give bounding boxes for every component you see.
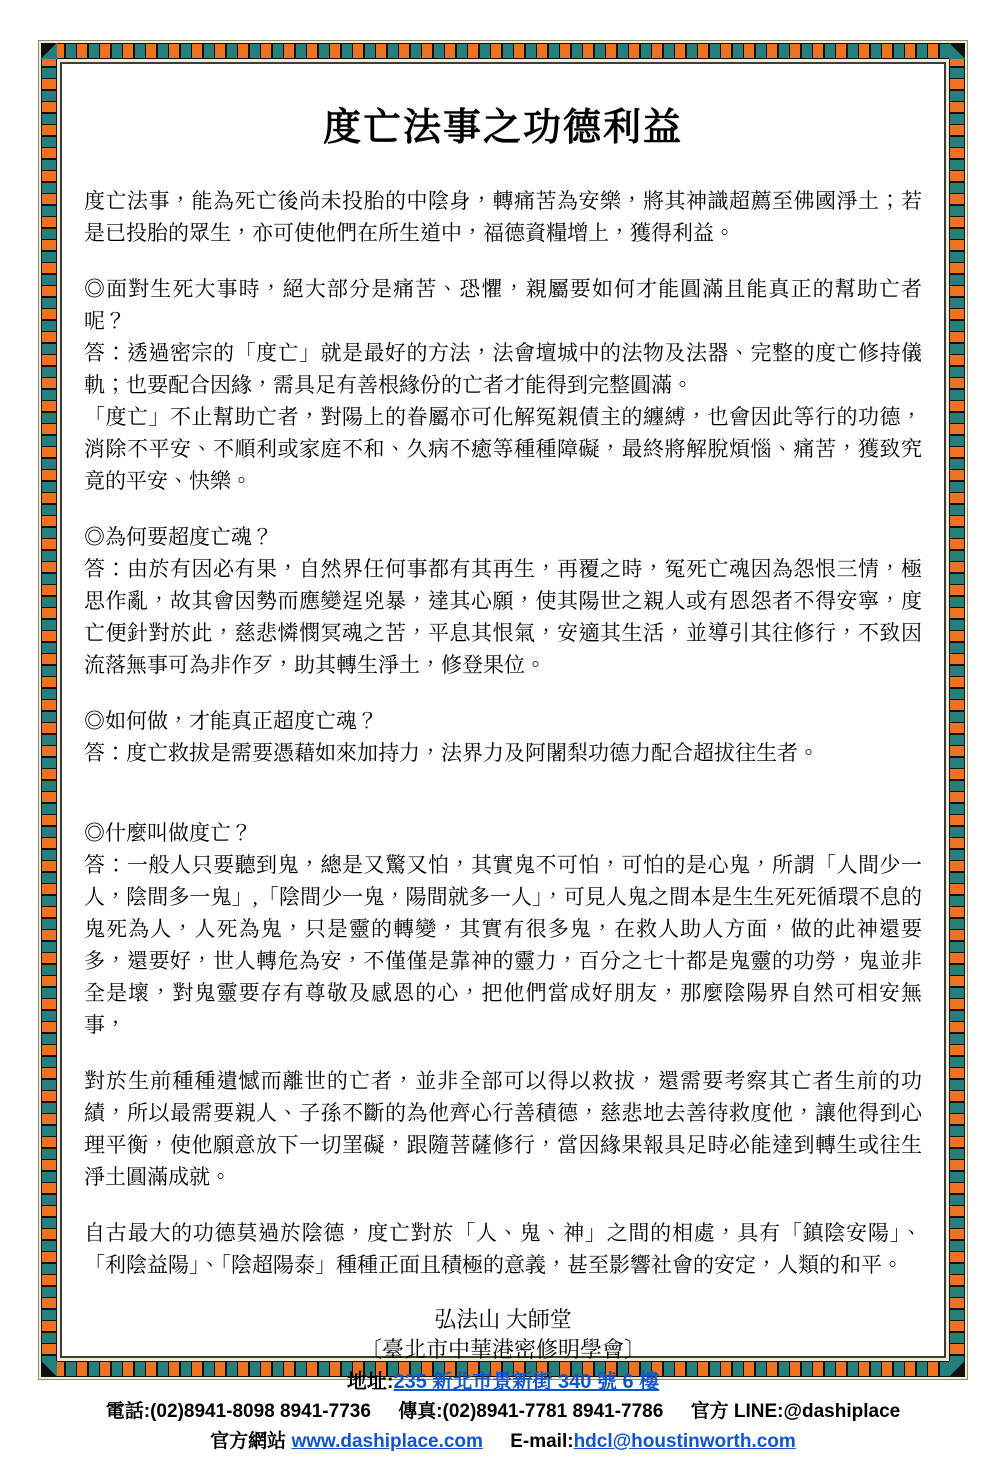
email-label: E-mail: [510,1431,574,1452]
closing-paragraph-2: 自古最大的功德莫過於陰德，度亡對於「人、鬼、神」之間的相處，具有「鎮陰安陽」、「利陰益陽」、「陰超陽泰」種種正面且積極的意義，甚至影響社會的安定，人類的和平。 [84,1221,922,1277]
phone-fax-line [84,1397,922,1427]
email-link[interactable]: hdcl@houstinworth.com [573,1431,796,1452]
border-ornament-left [41,43,57,1377]
checkered-border-band [41,43,965,1452]
decorative-frame [38,40,968,1452]
fax-number: 傳真:(02)8941-7781 8941-7786 [398,1401,664,1422]
address-label: 地址: [346,1371,394,1393]
document-body [60,62,946,1452]
organization-subname: 〔臺北市中華港密修明學會〕 [359,1337,646,1362]
question: ◎什麼叫做度亡？ [84,821,252,845]
footer [84,1305,922,1457]
web-email-line [84,1427,922,1457]
border-ornament-top [41,43,965,59]
question: ◎為何要超度亡魂？ [84,525,273,549]
border-ornament-right [949,43,965,1377]
qa-section-3 [84,705,922,769]
website-link[interactable]: www.dashiplace.com [291,1431,483,1452]
qa-section-1 [84,273,922,497]
address-link[interactable]: 235 新北市景新街 340 號 6 樓 [393,1371,660,1393]
answer: 答：透過密宗的「度亡」就是最好的方法，法會壇城中的法物及法器、完整的度亡修持儀軌；也要配合因緣，需具足有善根緣份的亡者才能得到完整圓滿。 [84,341,922,397]
intro-paragraph: 度亡法事，能為死亡後尚未投胎的中陰身，轉痛苦為安樂，將其神識超薦至佛國淨土；若是已投胎的眾生，亦可使他們在所生道中，福德資糧增上，獲得利益。 [84,189,922,245]
qa-section-4 [84,817,922,1041]
closing-paragraph-1: 對於生前種種遺憾而離世的亡者，並非全部可以得以救拔，還需要考察其亡者生前的功績，所以最需要親人、子孫不斷的為他齊心行善積德，慈悲地去善待救度他，讓他得到心理平衡，使他願意放下一切罣礙，跟隨菩薩修行，當因緣果報具足時必能達到轉生或往生淨土圓滿成就。 [84,1069,922,1189]
organization-name: 弘法山 大師堂 [434,1307,572,1332]
line-id: 官方 LINE:@dashiplace [690,1401,901,1422]
question: ◎面對生死大事時，絕大部分是痛苦、恐懼，親屬要如何才能圓滿且能真正的幫助亡者呢？ [84,277,922,333]
answer: 答：一般人只要聽到鬼，總是又驚又怕，其實鬼不可怕，可怕的是心鬼，所謂「人間少一人，陰間多一鬼」,「陰間少一鬼，陽間就多一人」，可見人鬼之間本是生生死死循環不息的鬼死為人，人死為鬼，只是靈的轉變，其實有很多鬼，在救人助人方面，做的此神還要多，還要好，世人轉危為安，不僅僅是靠神的靈力，百分之七十都是鬼靈的功勞，鬼並非全是壞，對鬼靈要存有尊敬及感恩的心，把他們當成好朋友，那麼陰陽界自然可相安無事， [84,853,922,1037]
phone-number: 電話:(02)8941-8098 8941-7736 [105,1401,371,1422]
frame-corner-top-left [41,43,57,59]
frame-corner-bottom-right [949,1361,965,1377]
qa-section-2 [84,521,922,681]
frame-corner-top-right [949,43,965,59]
website-label: 官方網站 [210,1431,292,1452]
frame-corner-bottom-left [41,1361,57,1377]
address-line [84,1367,922,1397]
email-segment [510,1427,796,1457]
website-segment [210,1427,483,1457]
question: ◎如何做，才能真正超度亡魂？ [84,709,378,733]
page-title: 度亡法事之功德利益 [322,107,683,149]
answer: 答：度亡救拔是需要憑藉如來加持力，法界力及阿闍梨功德力配合超拔往生者。 [84,741,819,765]
answer-extra: 「度亡」不止幫助亡者，對陽上的眷屬亦可化解冤親債主的纏縛，也會因此等行的功德，消除不平安、不順利或家庭不和、久病不癒等種種障礙，最終將解脫煩惱、痛苦，獲致究竟的平安、快樂。 [84,405,922,493]
answer: 答：由於有因必有果，自然界任何事都有其再生，再覆之時，冤死亡魂因為怨恨三情，極思作亂，故其會因勢而應變逞兇暴，達其心願，使其陽世之親人或有恩怨者不得安寧，度亡便針對於此，慈悲憐憫冥魂之苦，平息其恨氣，安適其生活，並導引其往修行，不致因流落無事可為非作歹，助其轉生淨土，修登果位。 [84,557,922,677]
